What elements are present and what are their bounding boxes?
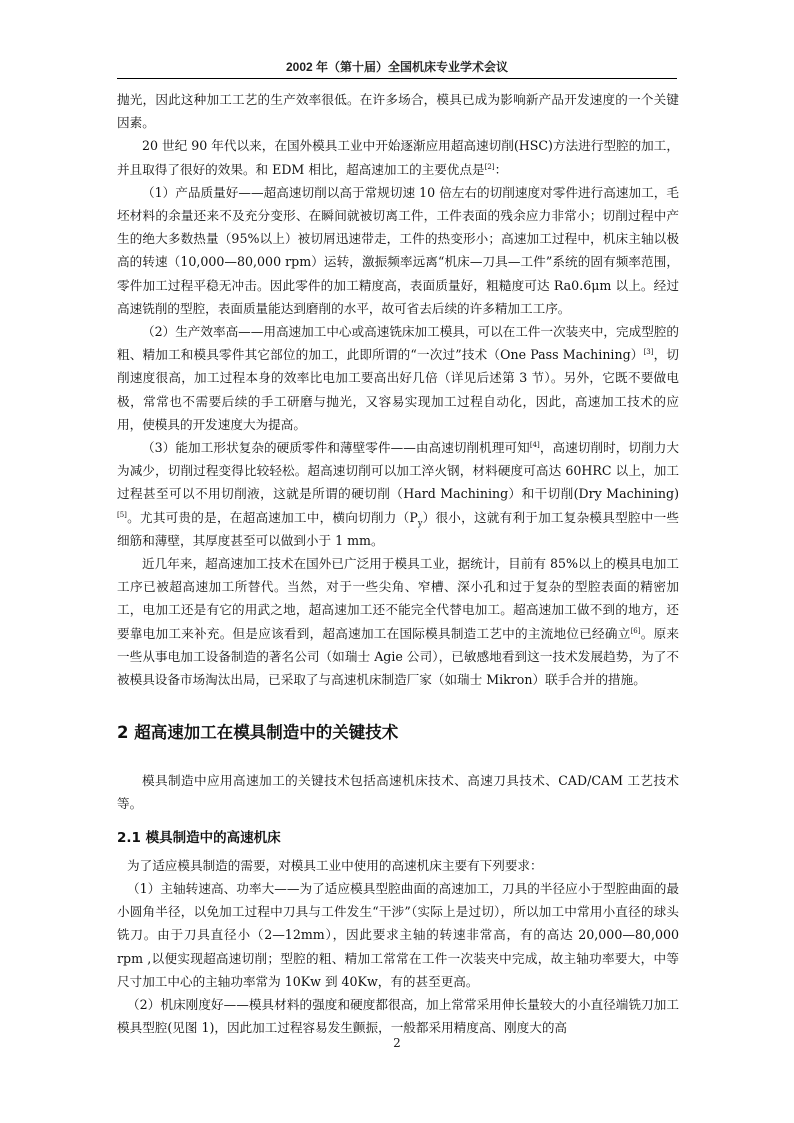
citation: [4]	[529, 440, 540, 449]
section-title: 2 超高速加工在模具制造中的关键技术	[117, 723, 399, 743]
paragraph-text: （3）能加工形状复杂的硬质零件和薄壁零件——由高速切削机理可知	[142, 440, 530, 456]
running-header: 2002 年（第十届）全国机床专业学术会议	[285, 60, 509, 74]
paragraph-text: 近几年来，超高速加工技术在国外已广泛用于模具工业，据统计，目前有 85%以上的模具电加工工序已被超高速加工所替代。当然，对于一些尖角、窄槽、深小孔和过于复杂的型腔表面的精密加工，电加工还是有它的用武之地，超高速加工还不能完全代替电加工。超高速加工做不到的地方，还要靠电加工来补充。但是应该看到，超高速加工在国际模具制造工艺中的主流地位已经确立	[117, 556, 679, 641]
page-body	[117, 88, 679, 1039]
paragraph: （2）机床刚度好——模具材料的强度和硬度都很高，加上常常采用伸长量较大的小直径端铣刀加工模具型腔(见图 1)，因此加工过程容易发生颤振，一般都采用精度高、刚度大的高	[117, 996, 679, 1036]
paragraph	[117, 436, 679, 552]
paragraph-text: ）很小，这就有利于加工复杂模具型腔中一些细筋和薄壁，其厚度甚至可以做到小于 1 mm。	[117, 509, 679, 548]
subsection-title: 2.1 模具制造中的高速机床	[117, 829, 281, 846]
paragraph	[117, 552, 679, 691]
citation: [5]	[117, 510, 127, 519]
paragraph-text: 。原来一些从事电加工设备制造的著名公司（如瑞士 Agie 公司），已敏感地看到这一技术发展趋势，为了不被模具设备市场淘汰出局，已采取了与高速机床制造厂家（如瑞士 Mikron）联手合并的措施。	[117, 625, 680, 688]
paragraph-text: ，切削速度很高，加工过程本身的效率比电加工要高出好几倍（详见后述第 3 节）。另外，它既不要做电极，常常也不需要后续的手工研磨与抛光，又容易实现加工过程自动化，因此，高速加工技术的应用，使模具的开发速度大为提高。	[117, 347, 679, 432]
page-number: 2	[393, 1036, 401, 1050]
paragraph	[117, 320, 679, 436]
subscript: y	[417, 518, 423, 528]
paragraph: 抛光，因此这种加工工艺的生产效率很低。在许多场合，模具已成为影响新产品开发速度的一个关键因素。	[117, 92, 679, 131]
colon: ：	[494, 161, 508, 177]
paragraph-text: 。尤其可贵的是，在超高速加工中，横向切削力（P	[126, 509, 418, 525]
header-rule	[117, 78, 677, 79]
paragraph: （1）产品质量好——超高速切削以高于常规切速 10 倍左右的切削速度对零件进行高速加工，毛坯材料的余量还来不及充分变形、在瞬间就被切离工件，工件表面的残余应力非常小；切削过程中产生的绝大多数热量（95%以上）被切屑迅速带走，工件的热变形小；高速加工过程中，机床主轴以极高的转速（10,000—80,000 rpm）运转，激振频率远离“机床—刀具—工件”系统的固有频率范围，零件加工过程平稳无冲击。因此零件的加工精度高，表面质量好，粗糙度可达 Ra0.6μm 以上。经过高速铣削的型腔，表面质量能达到磨削的水平，故可省去后续的许多精加工工序。	[117, 184, 679, 316]
paragraph: 为了适应模具制造的需要，对模具工业中使用的高速机床主要有下列要求：	[127, 857, 543, 873]
paragraph-text: （2）生产效率高——用高速加工中心或高速铣床加工模具，可以在工件一次装夹中，完成型腔的粗、精加工和模具零件其它部位的加工，此即所谓的“一次过”技术（One Pass Machining）	[117, 324, 679, 363]
citation: [2]	[484, 162, 495, 171]
paragraph	[117, 134, 679, 180]
paragraph-text: 20 世纪 90 年代以来，在国外模具工业中开始逐渐应用超高速切削(HSC)方法进行型腔的加工，并且取得了很好的效果。和 EDM 相比，超高速加工的主要优点是	[117, 138, 679, 177]
citation: [3]	[643, 348, 654, 357]
citation: [6]	[630, 626, 641, 635]
paragraph: （1）主轴转速高、功率大——为了适应模具型腔曲面的高速加工，刀具的半径应小于型腔曲面的最小圆角半径，以免加工过程中刀具与工件发生“干涉”（实际上是过切），所以加工中常用小直径的球头铣刀。由于刀具直径小（2—12mm），因此要求主轴的转速非常高，有的高达 20,000—80,000 rpm ,以便实现超高速切削；型腔的粗、精加工常常在工件一次装夹中完成，故主轴功率要大，中等尺寸加工中心的主轴功率常为 10Kw 到 40Kw，有的甚至更高。	[117, 880, 679, 989]
paragraph: 模具制造中应用高速加工的关键技术包括高速机床技术、高速刀具技术、CAD/CAM 工艺技术等。	[117, 773, 679, 812]
paragraph-text: ，高速切削时，切削力大为减少，切削过程变得比较轻松。超高速切削可以加工淬火钢，材料硬度可高达 60HRC 以上，加工过程甚至可以不用切削液，这就是所谓的硬切削（Hard Machining）和干切削(Dry Machining)	[117, 440, 680, 502]
